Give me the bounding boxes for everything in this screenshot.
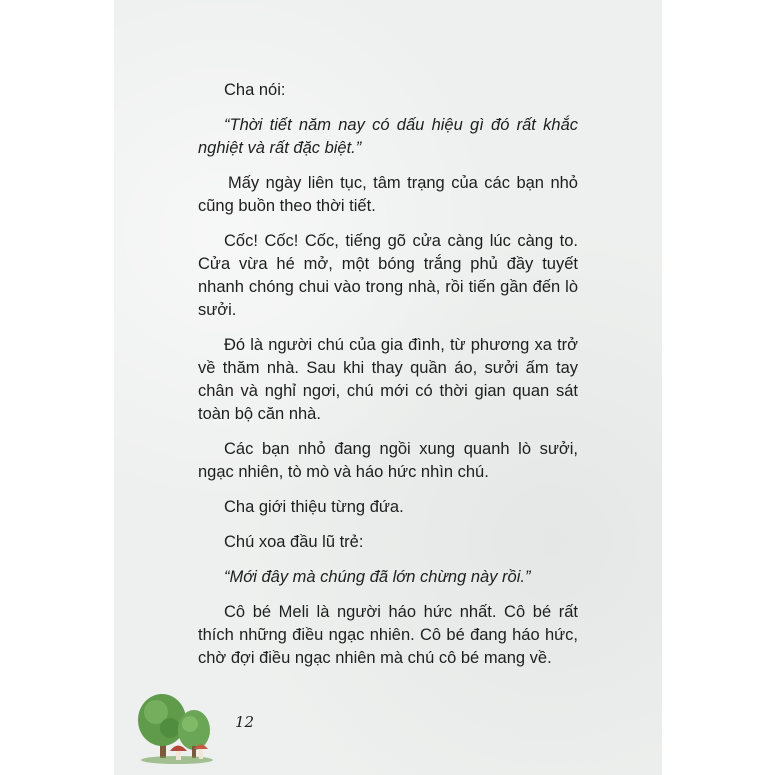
paragraph-quote: “Thời tiết năm nay có dấu hiệu gì đó rất khắc nghiệt và rất đặc biệt.” <box>198 116 578 157</box>
body-text <box>198 79 578 682</box>
paragraph-quote: “Mới đây mà chúng đã lớn chừng này rồi.” <box>224 568 531 586</box>
paragraph: Cô bé Meli là người háo hức nhất. Cô bé rất thích những điều ngạc nhiên. Cô bé đang háo hức, chờ đợi điều ngạc nhiên mà chú cô bé mang về. <box>198 603 578 667</box>
paragraph: Đó là người chú của gia đình, từ phương xa trở về thăm nhà. Sau khi thay quần áo, sưởi ấm tay chân và nghỉ ngơi, chú mới có thời gian quan sát toàn bộ căn nhà. <box>198 336 578 423</box>
paragraph: Cốc! Cốc! Cốc, tiếng gõ cửa càng lúc càng to. Cửa vừa hé mở, một bóng trắng phủ đầy tuyết nhanh chóng chui vào trong nhà, rồi tiến gần đến lò sưởi. <box>198 232 578 319</box>
paragraph: Các bạn nhỏ đang ngồi xung quanh lò sưởi, ngạc nhiên, tò mò và háo hức nhìn chú. <box>198 440 578 481</box>
paragraph: Cha giới thiệu từng đứa. <box>224 498 404 516</box>
paragraph: Cha nói: <box>224 81 286 99</box>
tree-mushroom-illustration <box>132 684 222 764</box>
paragraph: Mấy ngày liên tục, tâm trạng của các bạn nhỏ cũng buồn theo thời tiết. <box>198 174 578 215</box>
paragraph: Chú xoa đầu lũ trẻ: <box>224 533 364 551</box>
book-page <box>114 0 662 775</box>
page-number: 12 <box>235 713 255 731</box>
